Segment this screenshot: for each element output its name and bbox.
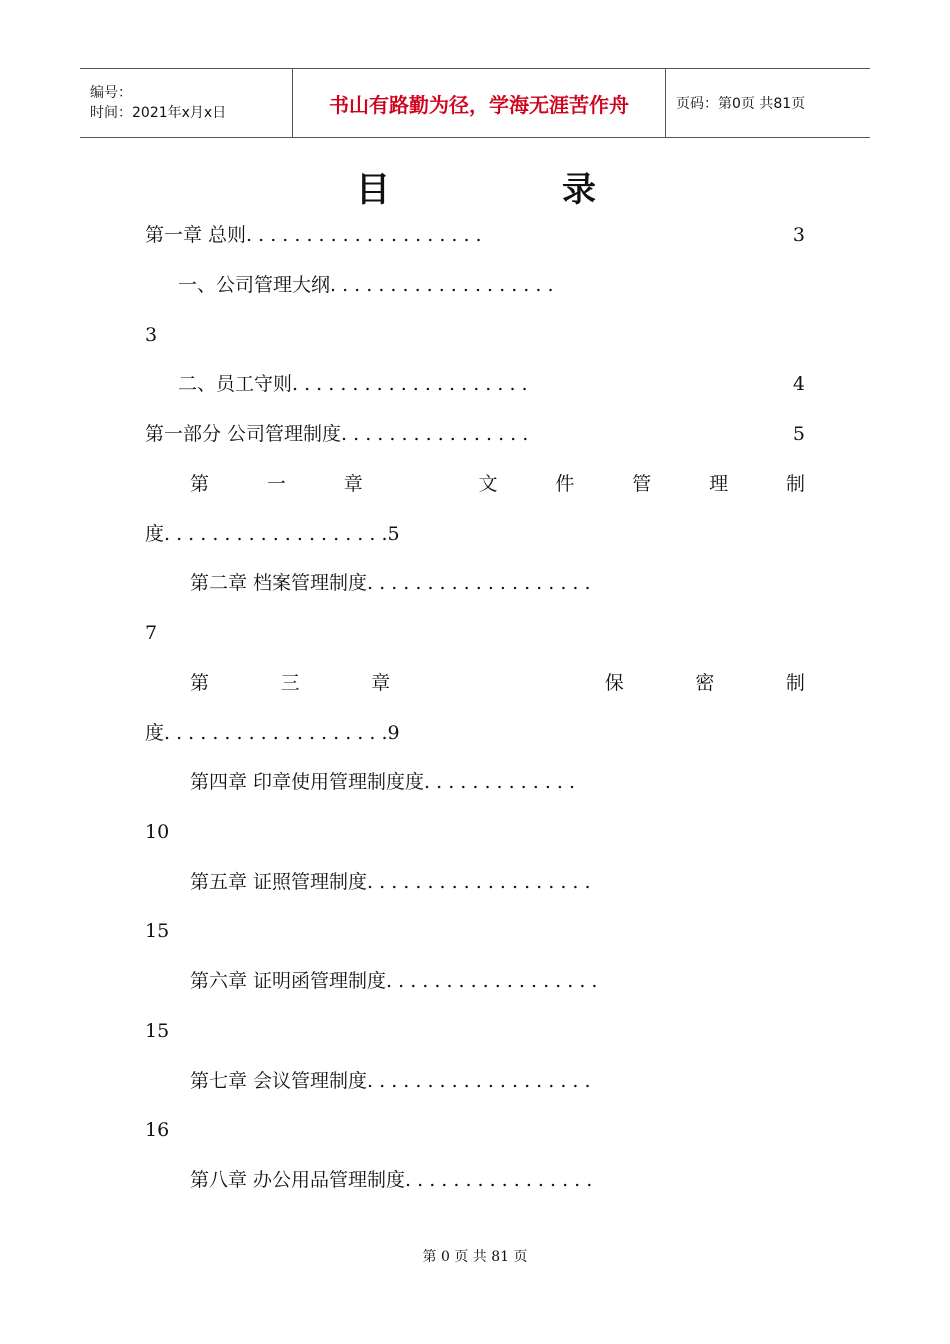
toc-page-number-wrapped[interactable]: 16 [145, 1119, 170, 1141]
title-char-left: 目 [356, 170, 390, 210]
toc-leader: . . . . . . . . . . . . . . . . [405, 1169, 593, 1191]
toc-entry-spread[interactable] [190, 469, 805, 499]
motto-text: 书山有路勤为径，学海无涯苦作舟 [329, 92, 629, 117]
toc-char: 第 [190, 672, 210, 694]
toc-leader: . . . . . . . . . . . . . [424, 771, 576, 793]
toc-page-number-wrapped[interactable]: 10 [145, 821, 170, 843]
toc-leader: . . . . . . . . . . . . . . . . . . . . [246, 224, 482, 246]
toc-char: 制 [785, 672, 805, 694]
toc-entry[interactable] [145, 419, 805, 449]
toc-char: 管 [632, 473, 652, 495]
toc-leader: . . . . . . . . . . . . . . . . . . [386, 970, 598, 992]
toc-leader: . . . . . . . . . . . . . . . . . . . [330, 274, 554, 296]
toc-entry-title: 度 [145, 722, 165, 744]
toc-page-number: 4 [792, 373, 805, 395]
toc-char: 制 [785, 473, 805, 495]
toc-entry-spread[interactable] [190, 668, 805, 698]
toc-char: 第 [190, 473, 210, 495]
page-footer: 第 0 页 共 81 页 [422, 1249, 528, 1265]
toc-page-number: 9 [387, 722, 400, 744]
toc-entry-title: 第二章 档案管理制度 [190, 572, 368, 594]
toc-entry[interactable] [190, 1066, 805, 1096]
toc-char: 密 [695, 672, 715, 694]
toc-char: 章 [371, 672, 391, 694]
toc-page-number-wrapped[interactable]: 7 [145, 622, 158, 644]
toc-entry-title: 一、公司管理大纲 [178, 274, 331, 296]
toc-page-number: 5 [792, 423, 805, 445]
toc-entry[interactable] [190, 867, 805, 897]
toc-page-number-wrapped[interactable]: 15 [145, 1020, 170, 1042]
toc-entry[interactable] [178, 270, 805, 300]
toc-char: 件 [555, 473, 575, 495]
toc-entry-title: 度 [145, 523, 165, 545]
toc-leader: . . . . . . . . . . . . . . . . . . . [164, 722, 388, 744]
toc-leader: . . . . . . . . . . . . . . . . . . . [164, 523, 388, 545]
toc-entry-title: 第八章 办公用品管理制度 [190, 1169, 406, 1191]
toc-page-number: 5 [387, 523, 400, 545]
toc-entry-title: 第七章 会议管理制度 [190, 1070, 368, 1092]
toc-leader: . . . . . . . . . . . . . . . . . . . . [292, 373, 528, 395]
header-number: 编号： [90, 85, 132, 101]
toc-entry-title: 第一部分 公司管理制度 [145, 423, 342, 445]
toc-entry-title: 第五章 证照管理制度 [190, 871, 368, 893]
toc-entry[interactable] [145, 519, 400, 549]
toc-char: 章 [343, 473, 363, 495]
toc-leader: . . . . . . . . . . . . . . . . . . . [367, 572, 591, 594]
toc-entry[interactable] [145, 718, 400, 748]
toc-entry[interactable] [190, 1165, 805, 1195]
toc-page-number: 3 [792, 224, 805, 246]
page-info-text: 页码：第0页 共81页 [676, 96, 806, 112]
toc-page-number-wrapped[interactable]: 15 [145, 920, 170, 942]
toc-char: 三 [280, 672, 300, 694]
toc-entry[interactable] [178, 369, 805, 399]
toc-entry[interactable] [145, 220, 805, 250]
toc-char: 文 [478, 473, 498, 495]
toc-char: 理 [709, 473, 729, 495]
title-char-right: 录 [562, 170, 596, 210]
toc-entry-title: 第一章 总则 [145, 224, 247, 246]
toc-entry-title: 第六章 证明函管理制度 [190, 970, 387, 992]
toc-entry[interactable] [190, 767, 805, 797]
toc-entry-title: 第四章 印章使用管理制度度 [190, 771, 425, 793]
toc-char: 一 [266, 473, 286, 495]
header-time: 时间：2021年x月x日 [90, 105, 227, 121]
toc-entry-title: 二、员工守则 [178, 373, 293, 395]
toc-entry[interactable] [190, 568, 805, 598]
toc-entry[interactable] [190, 966, 805, 996]
toc-leader: . . . . . . . . . . . . . . . . . . . [367, 871, 591, 893]
toc-char: 保 [604, 672, 624, 694]
toc-leader: . . . . . . . . . . . . . . . . [341, 423, 529, 445]
toc-leader: . . . . . . . . . . . . . . . . . . . [367, 1070, 591, 1092]
toc-page-number-wrapped[interactable]: 3 [145, 324, 158, 346]
